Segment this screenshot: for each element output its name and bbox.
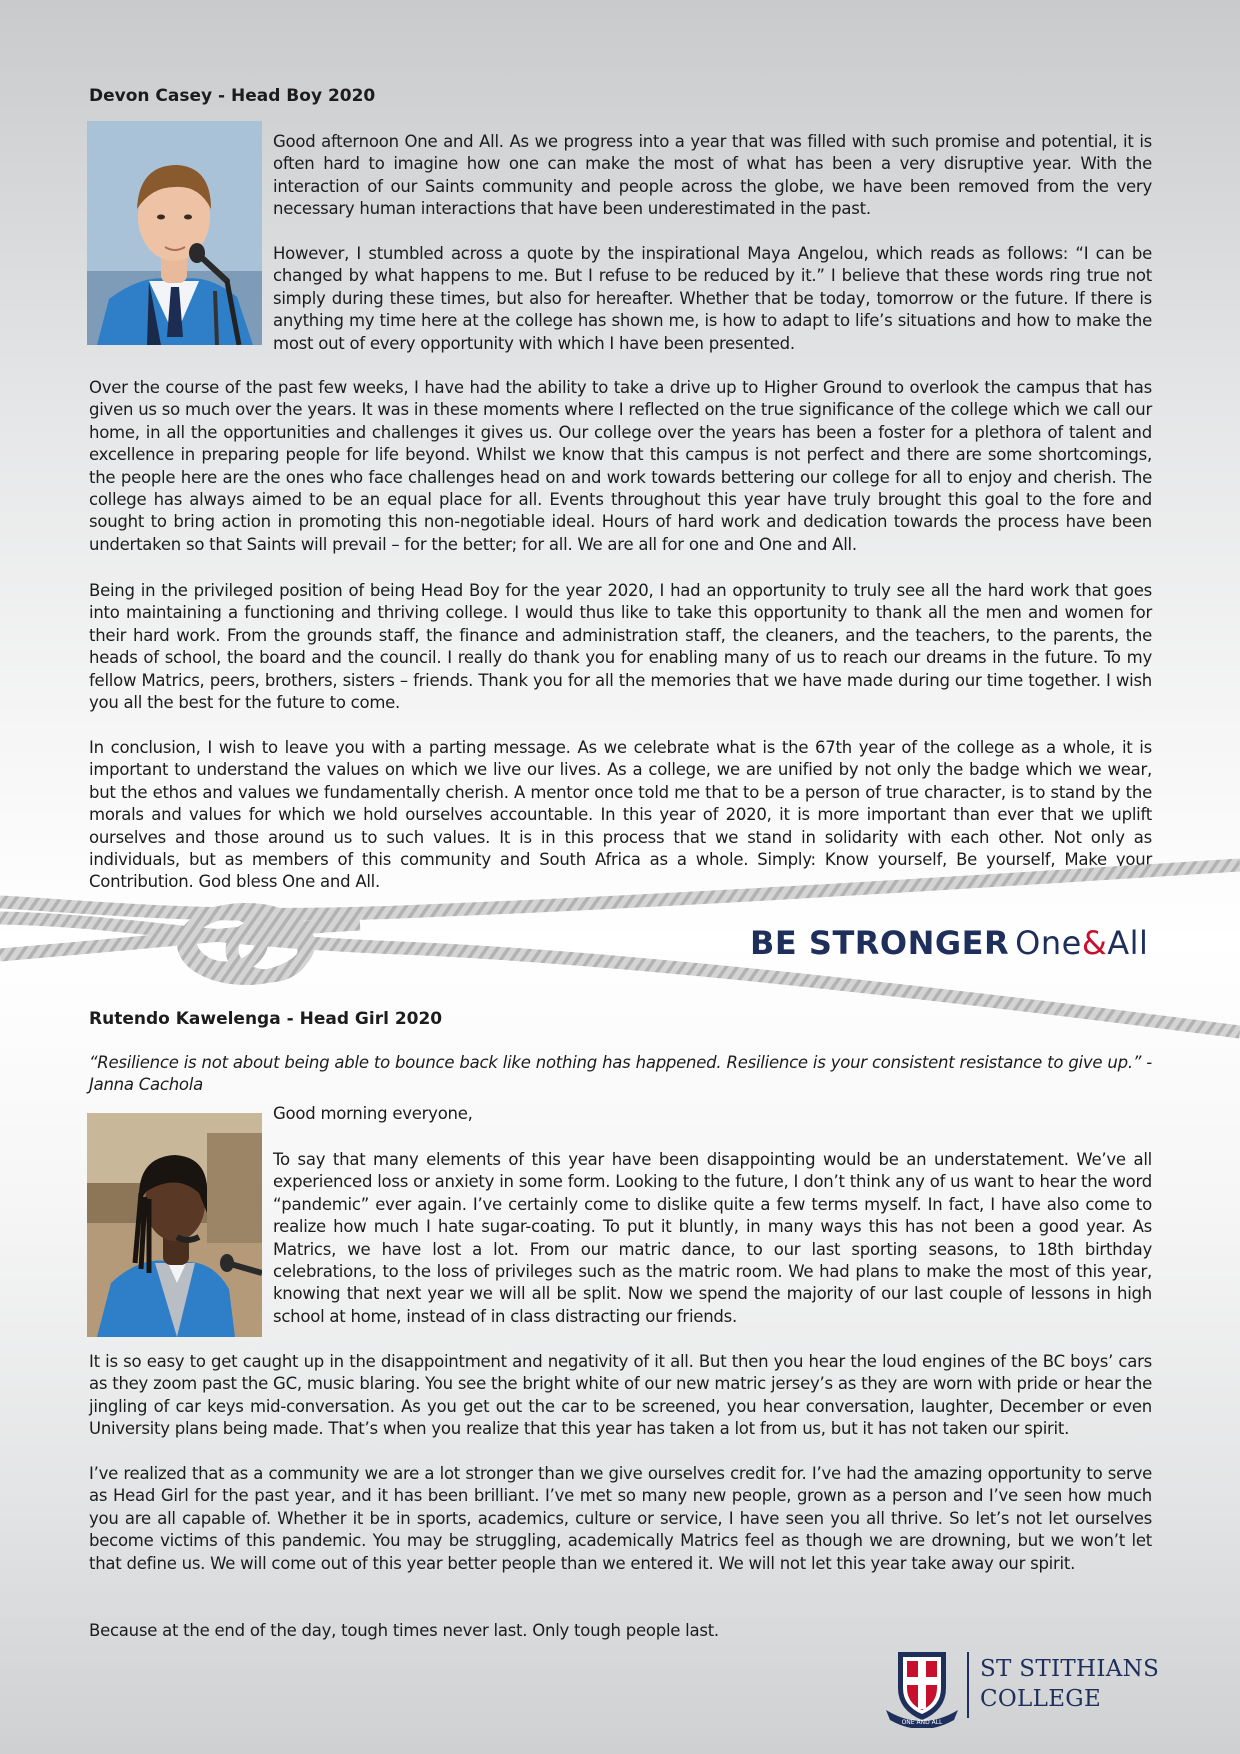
head-girl-greeting: Good morning everyone, (273, 1104, 473, 1123)
college-name-line1: ST STITHIANS (980, 1656, 1160, 1682)
slogan-be-stronger: BE STRONGER (750, 924, 1010, 962)
slogan-one: One (1015, 924, 1082, 962)
college-crest-icon (884, 1648, 960, 1728)
head-girl-paragraph: To say that many elements of this year have been disappointing would be an understatement. We’ve all experienced loss or anxiety in some form. Looking to the future, I don’t think any of us want to hear the word “pandemic” ever again. I’ve certainly come to dislike quite a few terms myself. In fact, I have also come to realize how much I hate sugar-coating. To put it bluntly, in many ways this has not been a good year. As Matrics, we have lost a lot. From our matric dance, to our last sporting seasons, to 18th birthday celebrations, to the loss of privileges such as the matric room. We had plans to make the most of this year, knowing that next year we will all be split. Now we spend the majority of our last couple of lessons in high school at home, instead of in class distracting our friends. (273, 1150, 1152, 1326)
head-girl-paragraph: I’ve realized that as a community we are a lot stronger than we give ourselves credit for. I’ve had the amazing opportunity to serve as Head Girl for the past year, and it has been brilliant. I’ve met so many new people, grown as a person and I’ve seen how much you are all capable of. Whether it be in sports, academics, culture or service, I have seen you all thrive. So let’s not let ourselves become victims of this pandemic. You may be struggling, academically Matrics feel as though we are drowning, but we won’t let that define us. We will come out of this year better people than we entered it. We will not let this year take away our spirit. (89, 1464, 1152, 1573)
head-girl-heading: Rutendo Kawelenga - Head Girl 2020 (89, 1009, 443, 1029)
slogan-all: All (1107, 924, 1149, 962)
college-logo (884, 1648, 1160, 1728)
slogan-one-and-all (1015, 924, 1148, 962)
head-boy-paragraph: Over the course of the past few weeks, I have had the ability to take a drive up to Higher Ground to overlook the campus that has given us so much over the years. It was in these moments where I reflected on the true significance of the college which we call our home, in all the opportunities and challenges it gives us. Our college over the years has been a foster for a plethora of talent and excellence in preparing people for life beyond. Whilst we know that this campus is not perfect and there are some shortcomings, the people here are the ones who face challenges head on and work towards bettering our college for all to enjoy and cherish. The college has always aimed to be an equal place for all. Events throughout this year have truly brought this goal to the fore and sought to bring action in promoting this non-negotiable ideal. Hours of hard work and dedication towards the process have been undertaken so that Saints will prevail – for the better; for all. We are all for one and One and All. (89, 378, 1152, 554)
college-name-line2: COLLEGE (980, 1686, 1102, 1712)
head-boy-paragraph: Being in the privileged position of being Head Boy for the year 2020, I had an opportunity to truly see all the hard work that goes into maintaining a functioning and thriving college. I would thus like to take this opportunity to thank all the men and women for their hard work. From the grounds staff, the finance and administration staff, the cleaners, and the teachers, to the parents, the heads of school, the board and the council. I really do thank you for enabling many of us to reach our dreams in the future. To my fellow Matrics, peers, brothers, sisters – friends. Thank you for all the memories that we have made during our time together. I wish you all the best for the future to come. (89, 581, 1152, 713)
head-boy-heading: Devon Casey - Head Boy 2020 (89, 86, 376, 106)
head-girl-closing: Because at the end of the day, tough times never last. Only tough people last. (89, 1621, 719, 1640)
college-name (980, 1654, 1159, 1714)
head-boy-paragraph: Good afternoon One and All. As we progress into a year that was filled with such promise and potential, it is often hard to imagine how one can make the most of what has been a very disruptive year. With the interaction of our Saints community and people across the globe, we have been removed from the very necessary human interactions that have been underestimated in the past. (273, 132, 1152, 219)
head-girl-photo (87, 1113, 262, 1337)
head-boy-paragraph: However, I stumbled across a quote by the inspirational Maya Angelou, which reads as follows: “I can be changed by what happens to me. But I refuse to be reduced by it.” I believe that these words ring true not simply during these times, but also for hereafter. Whether that be today, tomorrow or the future. If there is anything my time here at the college has shown me, is how to adapt to life’s situations and how to make the most out of every opportunity with which I have been presented. (273, 244, 1152, 353)
slogan-ampersand: & (1081, 924, 1108, 962)
head-girl-paragraph: It is so easy to get caught up in the disappointment and negativity of it all. But then you hear the loud engines of the BC boys’ cars as they zoom past the GC, music blaring. You see the bright white of our new matric jersey’s as they are worn with pride or hear the jingling of car keys mid-conversation. As you get out the car to be screened, you hear conversation, laughter, December or even University plans being made. That’s when you realize that this year has taken a lot from us, but it has not taken our spirit. (89, 1352, 1152, 1439)
college-motto: ONE AND ALL (901, 1719, 943, 1726)
slogan (750, 924, 1148, 962)
head-girl-quote: “Resilience is not about being able to bounce back like nothing has happened. Resilience is your consistent resistance to give up.” - Janna Cachola (89, 1053, 1152, 1095)
head-boy-photo (87, 121, 262, 345)
logo-divider (967, 1652, 969, 1718)
head-boy-paragraph: In conclusion, I wish to leave you with a parting message. As we celebrate what is the 67th year of the college as a whole, it is important to understand the values on which we live our lives. As a college, we are unified by not only the badge which we wear, but the ethos and values we fundamentally cherish. A mentor once told me that to be a person of true character, is to stand by the morals and values for which we hold ourselves accountable. In this year of 2020, it is more important than ever that we uplift ourselves and those around us to such values. It is in this process that we stand in solidarity with each other. Not only as individuals, but as members of this community and South Africa as a whole. Simply: Know yourself, Be yourself, Make your Contribution. God bless One and All. (89, 738, 1152, 892)
